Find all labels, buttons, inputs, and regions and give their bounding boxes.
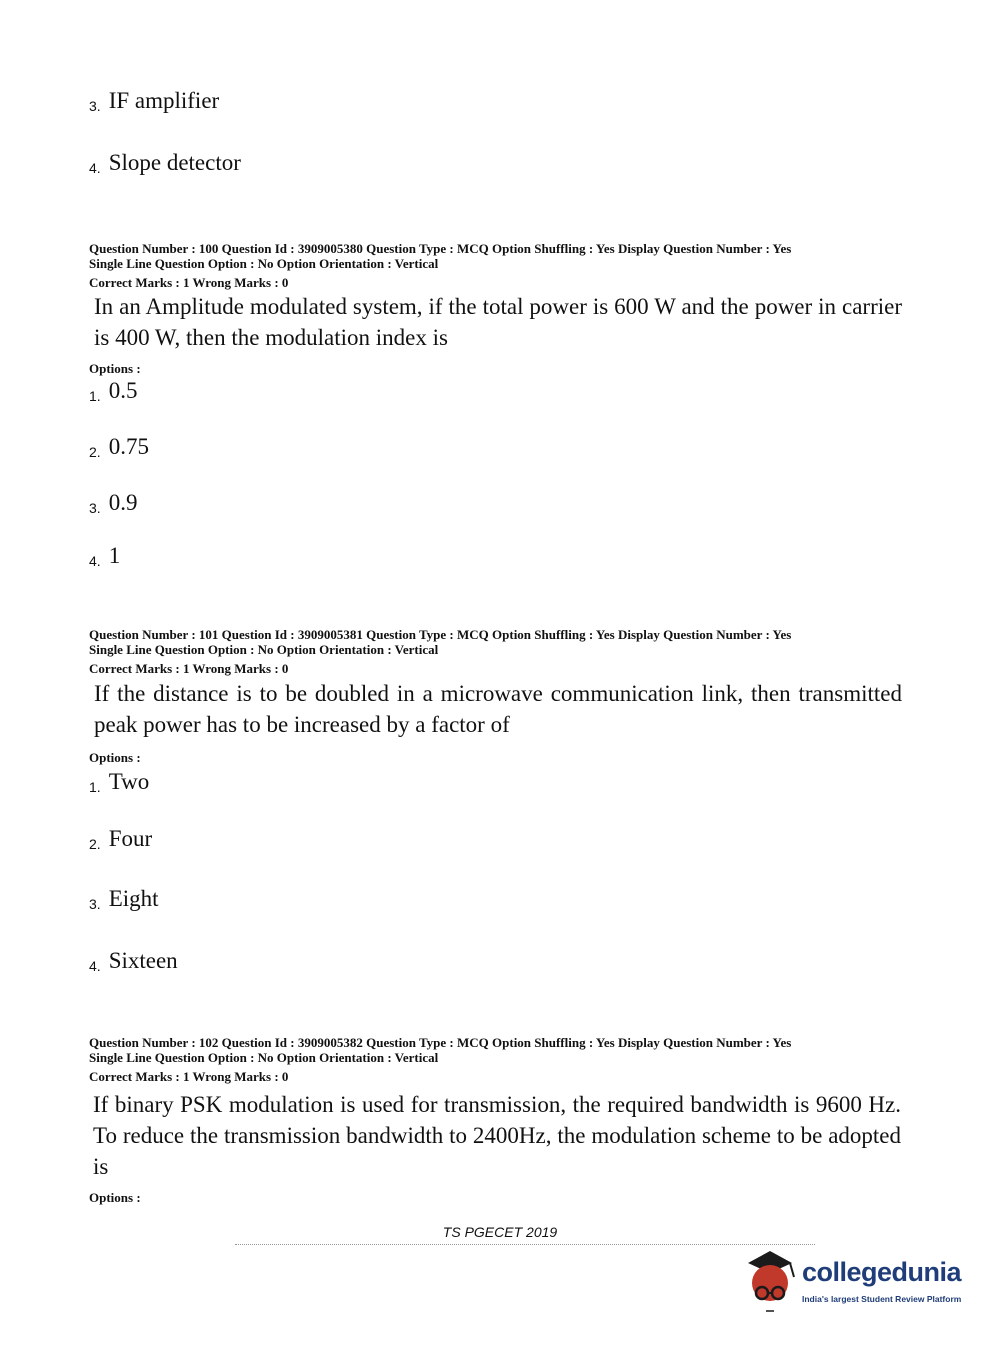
q100-option-4: 4. 1 bbox=[89, 543, 121, 569]
q100-option-3: 3. 0.9 bbox=[89, 490, 138, 516]
mascot-icon bbox=[740, 1245, 802, 1315]
footer-divider bbox=[235, 1244, 815, 1245]
q101-option-2: 2. Four bbox=[89, 826, 153, 852]
q100-meta: Question Number : 100 Question Id : 3909005380 Question Type : MCQ Option Shuffling : Yes Display Question Number : Yes Single Line Question Option : No Option Orientation : Vertical bbox=[89, 241, 792, 271]
brand-name: collegedunia bbox=[802, 1257, 962, 1287]
q100-marks: Correct Marks : 1 Wrong Marks : 0 bbox=[89, 275, 289, 290]
q100-options-label: Options : bbox=[89, 361, 141, 376]
prev-option-3: 3. IF amplifier bbox=[89, 88, 220, 114]
prev-option-4: 4. Slope detector bbox=[89, 150, 241, 176]
q101-options-label: Options : bbox=[89, 750, 141, 765]
q100-question-text: In an Amplitude modulated system, if the total power is 600 W and the power in carrier is 400 W, then the modulation index is bbox=[94, 294, 902, 350]
q102-meta: Question Number : 102 Question Id : 3909005382 Question Type : MCQ Option Shuffling : Yes Display Question Number : Yes Single Line Question Option : No Option Orientation : Vertical bbox=[89, 1035, 792, 1065]
collegedunia-logo bbox=[740, 1245, 970, 1315]
brand-tagline: India's largest Student Review Platform bbox=[802, 1294, 962, 1304]
q101-question-text: If the distance is to be doubled in a microwave communication link, then transmitted peak power has to be increased by a factor of bbox=[94, 681, 902, 737]
q101-option-4: 4. Sixteen bbox=[89, 948, 178, 974]
q102-marks: Correct Marks : 1 Wrong Marks : 0 bbox=[89, 1069, 289, 1084]
footer-title: TS PGECET 2019 bbox=[442, 1224, 558, 1240]
q101-option-1: 1. Two bbox=[89, 769, 150, 795]
q102-options-label: Options : bbox=[89, 1190, 141, 1205]
q100-option-2: 2. 0.75 bbox=[89, 434, 149, 460]
q100-option-1: 1. 0.5 bbox=[89, 378, 138, 404]
q101-marks: Correct Marks : 1 Wrong Marks : 0 bbox=[89, 661, 289, 676]
q102-question-text: If binary PSK modulation is used for transmission, the required bandwidth is 9600 Hz. To reduce the transmission bandwidth to 2400Hz, the modulation scheme to be adopted is bbox=[93, 1092, 901, 1179]
q101-meta: Question Number : 101 Question Id : 3909005381 Question Type : MCQ Option Shuffling : Yes Display Question Number : Yes Single Line Question Option : No Option Orientation : Vertical bbox=[89, 627, 792, 657]
q101-option-3: 3. Eight bbox=[89, 886, 159, 912]
